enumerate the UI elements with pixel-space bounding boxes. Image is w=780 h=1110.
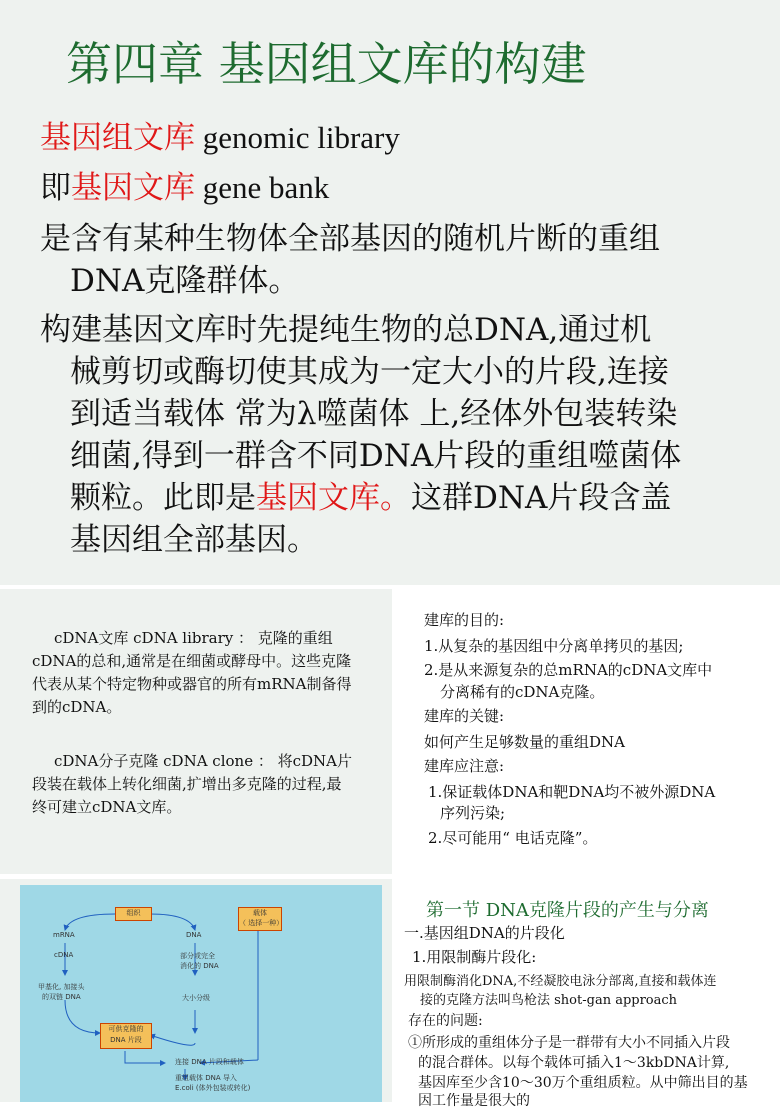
problem-line-3: 基因库至少含10～30万个重组质粒。从中筛出目的基 [418, 1075, 748, 1091]
cdna-clone-paragraph: cDNA分子克隆 cDNA clone ： 将cDNA片段装在载体上转化细菌,扩增出多克隆的过程,最终可建立cDNA文库。 [32, 752, 352, 816]
digest-label: 消化的 DNA [180, 962, 219, 970]
note-item-1b: 序列污染; [440, 804, 506, 822]
clonable-fragment-box: 可供克隆的 DNA 片段 [100, 1023, 152, 1049]
construction-line-2: 械剪切或酶切使其成为一定大小的片段,连接 [70, 354, 669, 390]
slide-2-right [394, 589, 780, 874]
chapter-title: 第四章 基因组文库的构建 [66, 37, 587, 91]
purpose-item-2a: 2.是从来源复杂的总mRNA的cDNA文库中 [424, 661, 713, 679]
purpose-item-2b: 分离稀有的cDNA克隆。 [440, 683, 605, 701]
methyl-label: 甲基化, 加接头 [38, 983, 85, 991]
mrna-label: mRNA [53, 931, 75, 939]
purpose-item-1: 1.从复杂的基因组中分离单拷贝的基因; [424, 637, 684, 655]
dna-label: DNA [186, 931, 202, 939]
construction-line-6: 基因组全部基因。 [70, 522, 318, 558]
heading-key: 建库的关键: [424, 707, 505, 725]
problem-line-4: 因工作量是很大的 [418, 1093, 530, 1109]
definition-line-2: DNA克隆群体。 [70, 263, 300, 299]
ligate-label: 连接 DNA 片段和载体 [175, 1058, 244, 1066]
library-construction-flowchart [20, 885, 382, 1102]
ecoli-label: E.coli (体外包装或转化) [175, 1084, 251, 1092]
ds-label: 的双链 DNA [42, 993, 81, 1001]
method-heading: 1.用限制酶片段化: [412, 948, 537, 966]
cdna-label: cDNA [54, 951, 74, 959]
introduce-label: 重组载体 DNA 导入 [175, 1074, 237, 1082]
construction-line-1: 构建基因文库时先提纯生物的总DNA,通过机 [40, 312, 652, 348]
note-item-2: 2.尽可能用“ 电话克隆”。 [428, 829, 598, 847]
subsection-heading: 一.基因组DNA的片段化 [404, 924, 565, 942]
shotgun-line-1: 用限制酶消化DNA,不经凝胶电泳分部离,直接和载体连 [404, 974, 717, 989]
vector-box: 载体 （ 选择一种） [238, 907, 282, 931]
cdna-library-paragraph: cDNA文库 cDNA library ： 克隆的重组cDNA的总和,通常是在细菌或酵母中。这些克隆代表从某个特定物种或器官的所有mRNA制备得到的cDNA。 [32, 629, 352, 716]
line-gene-bank: 即基因文库 gene bank [40, 170, 330, 206]
construction-line-3: 到适当载体 常为λ噬菌体 上,经体外包装转染 [70, 396, 678, 432]
definition-line-1: 是含有某种生物体全部基因的随机片断的重组 [40, 221, 660, 257]
construction-line-5: 颗粒。此即是基因文库。这群DNA片段含盖 [70, 480, 672, 516]
problem-line-1: ①所形成的重组体分子是一群带有大小不同插入片段 [408, 1035, 730, 1051]
heading-notes: 建库应注意: [424, 757, 505, 775]
problem-line-2: 的混合群体。以每个载体可插入1～3kbDNA计算, [418, 1055, 730, 1071]
shotgun-line-2: 接的克隆方法叫鸟枪法 shot-gan approach [420, 993, 678, 1008]
tissue-box: 组织 [115, 907, 152, 921]
problems-heading: 存在的问题: [408, 1013, 483, 1029]
partial-label: 部分或完全 [180, 952, 215, 960]
key-item: 如何产生足够数量的重组DNA [424, 733, 625, 751]
section-title: 第一节 DNA克隆片段的产生与分离 [426, 900, 709, 921]
construction-line-4: 细菌,得到一群含不同DNA片段的重组噬菌体 [70, 438, 682, 474]
line-genomic-library: 基因组文库 genomic library [40, 120, 400, 156]
size-label: 大小分级 [182, 994, 210, 1002]
slide-2-left [0, 589, 392, 874]
note-item-1a: 1.保证载体DNA和靶DNA均不被外源DNA [428, 783, 716, 801]
heading-purpose: 建库的目的: [424, 611, 505, 629]
